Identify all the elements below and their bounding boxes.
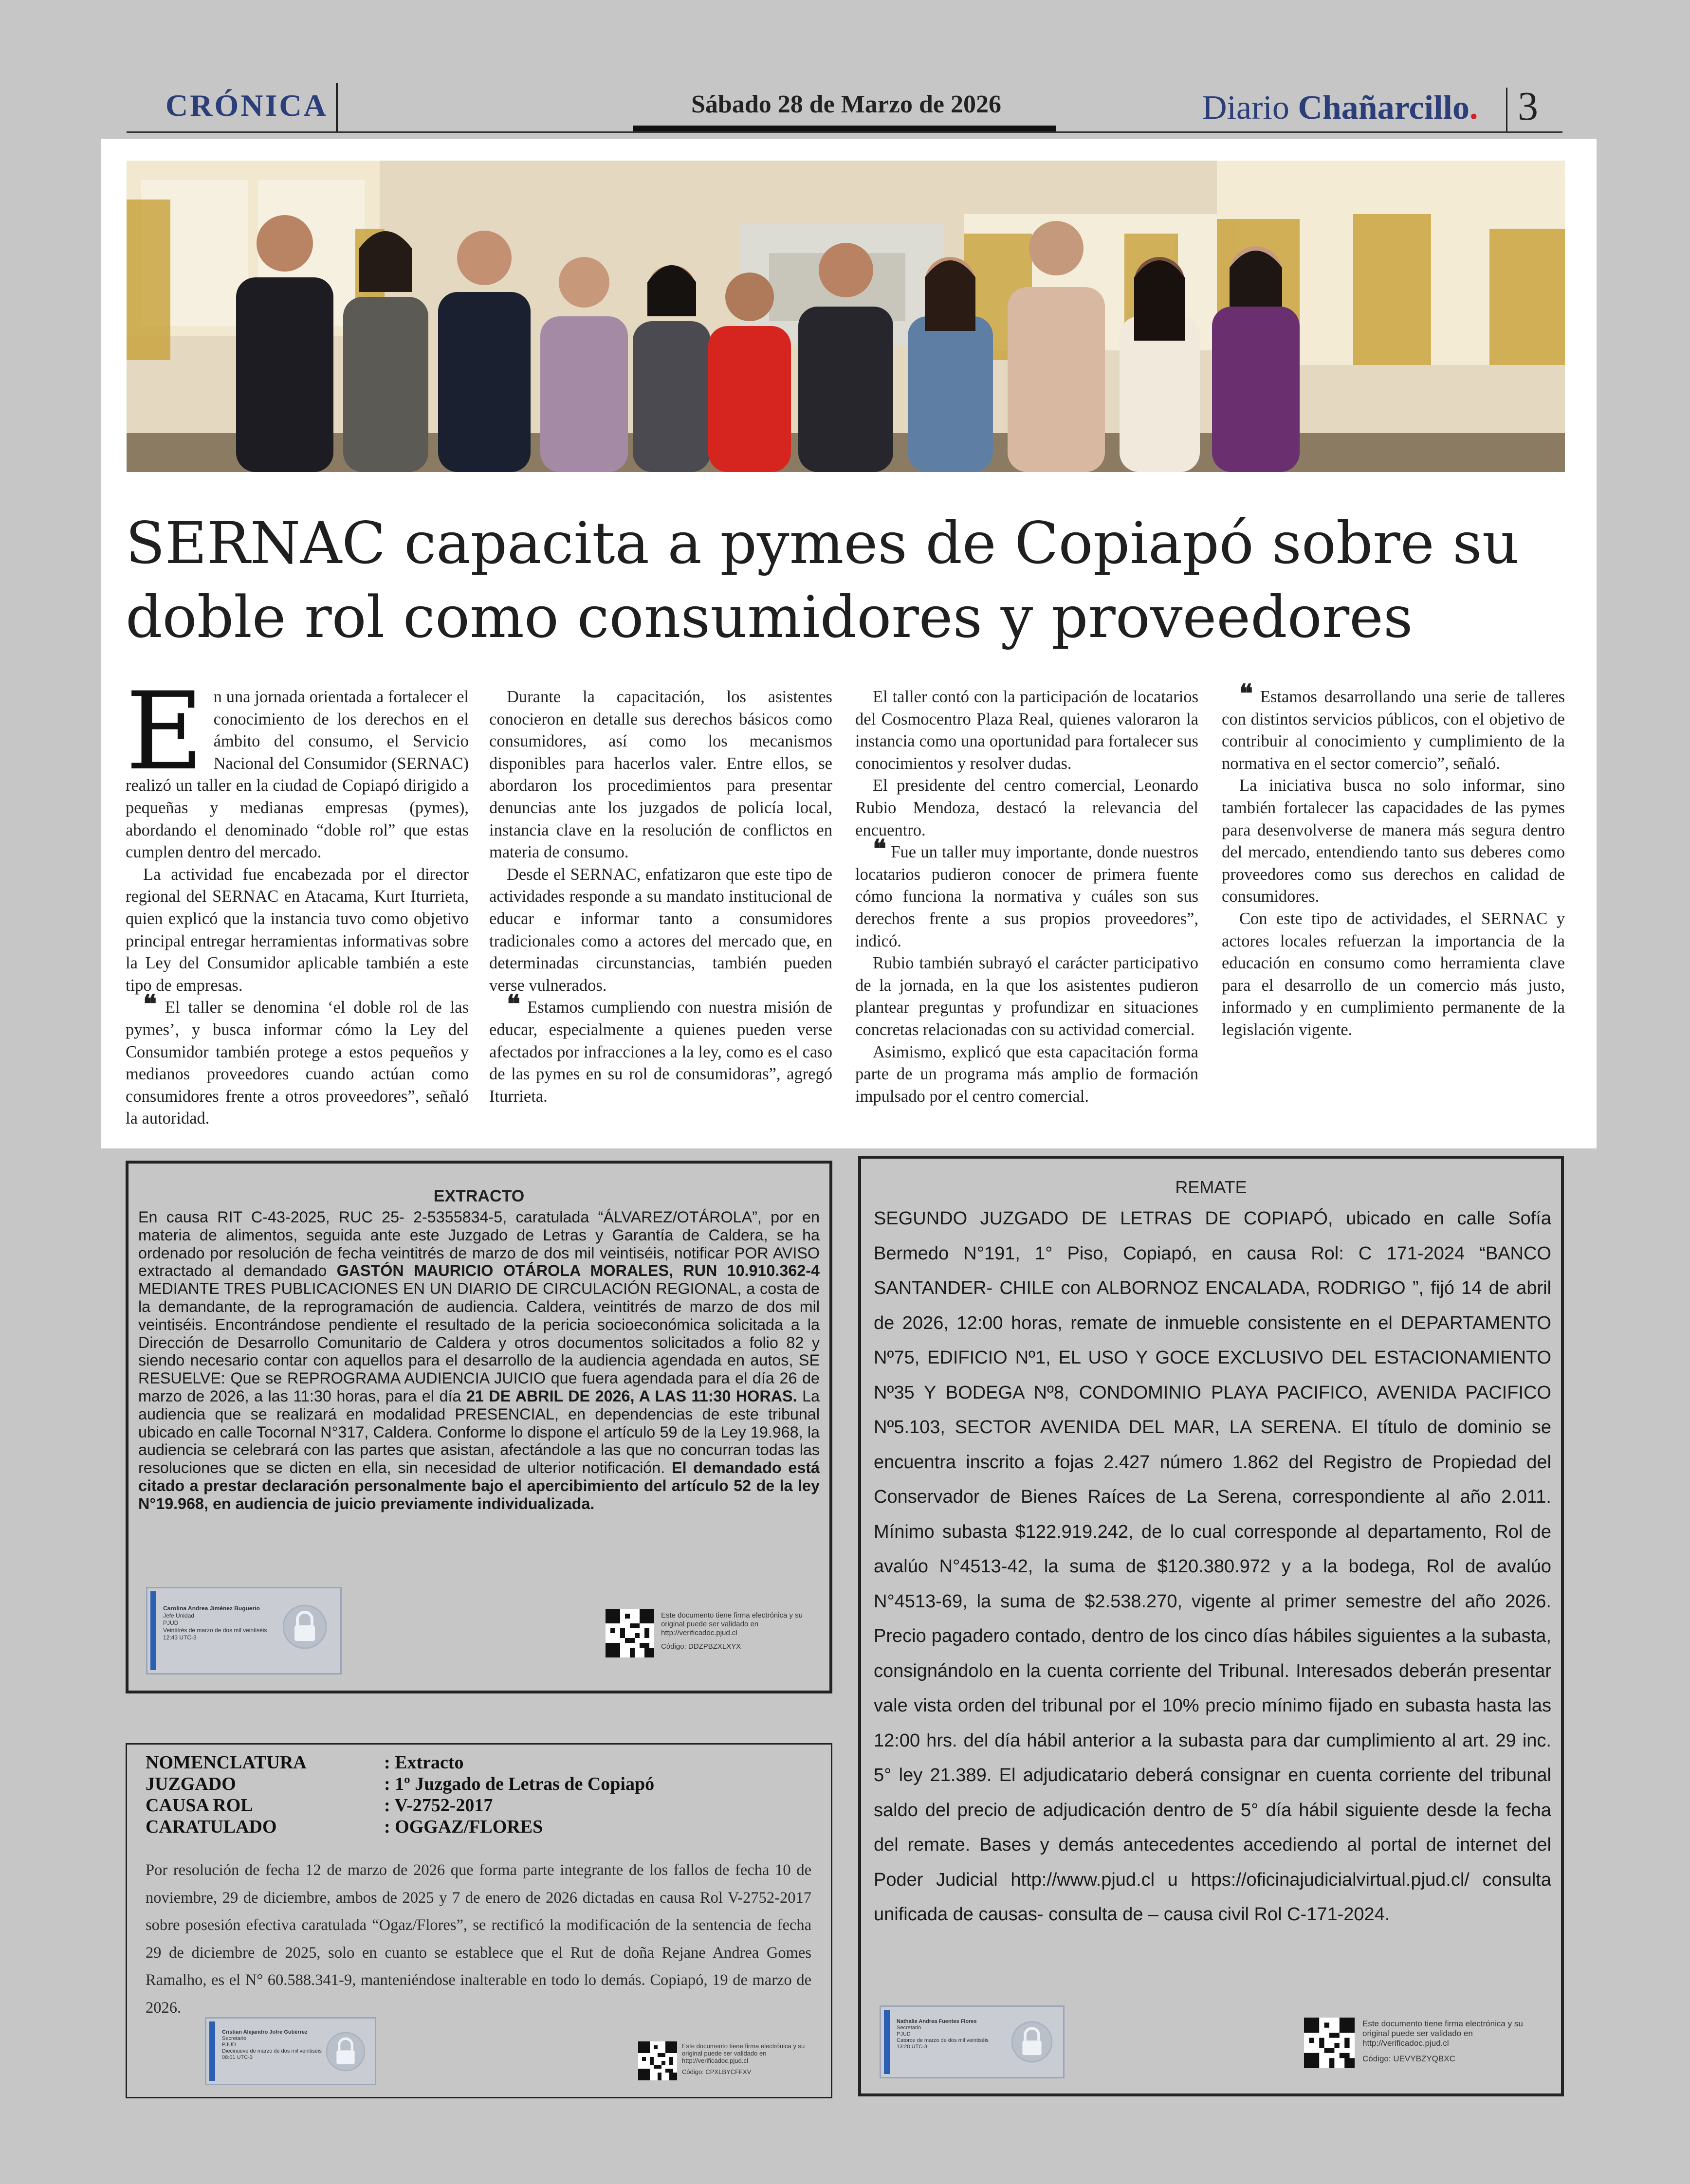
signer-role: Secretario <box>222 2036 247 2041</box>
quote-mark-icon: ❝ <box>507 989 520 1019</box>
qr-code-icon <box>1304 2018 1355 2068</box>
issue-date: Sábado 28 de Marzo de 2026 <box>691 91 1001 118</box>
newspaper-brand <box>1202 89 1478 127</box>
article-paragraph: El taller contó con la participación de locatarios del Cosmocentro Plaza Real, quienes valoraron la instancia como una oportunidad para fortalecer sus conocimientos y resolver dudas. <box>855 688 1198 773</box>
row-value: : Extracto <box>384 1752 464 1773</box>
article-paragraph: Asimismo, explicó que esta capacitación forma parte de un programa más amplio de formación impulsado por el centro comercial. <box>855 1042 1198 1106</box>
qr-code-icon <box>606 1609 654 1657</box>
signer-date: Veintitrés de marzo de dos mil veintiséis <box>163 1627 267 1634</box>
signer-org: PJUD <box>897 2031 911 2037</box>
extracto-text: La audiencia que se realizará en modalidad PRESENCIAL, en dependencias de este tribunal ubicado en calle Tocornal N°317, Caldera. Conforme lo dispone el artículo 59 de la Ley 19.968, la audiencia se celebrará con las partes que asistan, afectándole a las que no concurran todas las resoluciones que se dicten en ella, sin necesidad de ulterior notificación. <box>138 1387 820 1477</box>
qr-validation-text: Este documento tiene firma electrónica y su original puede ser validado en http://verificadoc.pjud.cl <box>661 1611 803 1637</box>
signer-date: Diecinueve de marzo de dos mil veintiséis <box>222 2048 322 2054</box>
brand-dot: . <box>1469 89 1478 127</box>
quote-text: Estamos cumpliendo con nuestra misión de educar, especialmente a quienes pueden verse afectados por infracciones a la ley, como es el caso de las pymes en su rol de consumidoras”, agregó Iturrieta. <box>489 998 832 1106</box>
row-key: NOMENCLATURA <box>146 1752 307 1773</box>
article-column-1 <box>126 669 469 1130</box>
article-column-2 <box>489 686 832 1108</box>
group-photo-illustration <box>127 161 1565 472</box>
row-value: : V-2752-2017 <box>384 1795 493 1816</box>
quote-text: Fue un taller muy importante, donde nuestros locatarios pudieron conocer de primera fuente cómo funciona la normativa y cuáles son sus derechos frente a sus propios proveedores”, indicó. <box>855 843 1198 950</box>
section-title: CRÓNICA <box>165 88 328 123</box>
extracto-title: EXTRACTO <box>433 1187 525 1205</box>
quote-text: Estamos desarrollando una serie de talleres con distintos servicios públicos, con el objetivo de contribuir al conocimiento y cumplimiento de la normativa en el sector comercio”, señaló. <box>1222 688 1565 773</box>
page-number: 3 <box>1518 84 1538 129</box>
qr-validation-code: Código: CPXLBYCFFXV <box>682 2068 752 2075</box>
signer-name: Cristian Alejandro Jofre Gutiérrez <box>222 2029 308 2035</box>
signature-accent-bar <box>150 1591 156 1670</box>
signer-time: 12:43 UTC-3 <box>163 1634 197 1641</box>
article-paragraph: Rubio también subrayó el carácter participativo de la jornada, en la que los asistentes pudieron plantear preguntas y profundizar en situaciones concretas relacionadas con su actividad comercial. <box>855 954 1198 1039</box>
qr-validation-text: Este documento tiene firma electrónica y su original puede ser validado en http://verificadoc.pjud.cl <box>1362 2019 1523 2048</box>
signer-role: Jefe Unidad <box>163 1612 195 1619</box>
date-underline <box>633 126 1056 131</box>
article-paragraph <box>1222 679 1565 775</box>
quote-mark-icon: ❝ <box>1239 679 1253 709</box>
table-row <box>146 1795 654 1816</box>
lock-icon <box>283 1600 327 1654</box>
extracto-notice <box>126 1161 832 1693</box>
signature-block <box>205 2017 376 2085</box>
quote-mark-icon: ❝ <box>873 834 886 864</box>
remate-title: REMATE <box>1175 1177 1247 1197</box>
signer-name: Nathalie Andrea Fuentes Flores <box>897 2019 977 2024</box>
nomenclatura-body: Por resolución de fecha 12 de marzo de 2026 que forma parte integrante de los fallos de fecha 10 de noviembre, 29 de diciembre, ambos de 2025 y 7 de enero de 2026 dictadas en causa Rol V-2752-2017 sobre posesión efectiva caratulada “Ogaz/Flores”, se rectificó la modificación de la sentencia de fecha 29 de diciembre de 2025, solo en cuanto se establece que el Rut de doña Rejane Andrea Gomes Ramalho, es el N° 60.588.341-9, manteniéndose inalterable en todo lo demás. Copiapó, 19 de marzo de 2026. <box>146 1861 811 2017</box>
article-paragraph <box>126 989 469 1130</box>
hearing-date: 21 DE ABRIL DE 2026, A LAS 11:30 HORAS. <box>466 1387 797 1405</box>
article-column-3 <box>855 686 1198 1108</box>
header-divider <box>336 83 338 131</box>
signer-name: Carolina Andrea Jiménez Buguerio <box>163 1605 260 1612</box>
table-row <box>146 1773 654 1795</box>
nomenclatura-table <box>146 1752 654 1838</box>
quote-text: El taller se denomina ‘el doble rol de las pymes’, y busca informar cómo la Ley del Consumidor también protege a estos pequeños y medianos proveedores cuando actúan como consumidores frente a otros proveedores”, señaló la autoridad. <box>126 998 469 1128</box>
signature-text <box>897 2019 989 2050</box>
article-paragraph: Desde el SERNAC, enfatizaron que este tipo de actividades responde a su mandato institucional de educar e informar tanto a consumidores tradicionales como a actores del mercado que, en determinadas circunstancias, también pueden verse vulnerados. <box>489 865 832 995</box>
remate-body: SEGUNDO JUZGADO DE LETRAS DE COPIAPÓ, ubicado en calle Sofía Bermedo N°191, 1° Piso, Copiapó, en causa Rol: C 171-2024 “BANCO SANTANDER- CHILE con ALBORNOZ ENCALADA, RODRIGO ”, fijó 14 de abril de 2026, 12:00 horas, remate de inmueble consistente en el DEPARTAMENTO Nº75, EDIFICIO Nº1, EL USO Y GOCE EXCLUSIVO DEL ESTACIONAMIENTO Nº35 Y BODEGA Nº8, CONDOMINIO PLAYA PACIFICO, AVENIDA PACIFICO Nº5.103, SECTOR AVENIDA DEL MAR, LA SERENA. El título de dominio se encuentra inscrito a fojas 2.427 número 1.862 del Registro de Propiedad del Conservador de Bienes Raíces de La Serena, correspondiente al año 2.011. Mínimo subasta $122.919.242, de lo cual corresponde al departamento, Rol de avalúo N°4513-42, la suma de $120.380.972 y a la bodega, Rol de avalúo N°4513-69, la suma de $2.538.270, vigente al primer semestre del año 2026. Precio pagadero contado, dentro de los cinco días hábiles siguientes a la subasta, consignándolo en la cuenta corriente del Tribunal. Interesados deberán presentar vale vista orden del tribunal por el 10% precio mínimo fijado en subasta hasta las 12:00 hrs. del día hábil anterior a la subasta para dar cumplimiento al art. 29 inc. 5° ley 21.389. El adjudicatario deberá consignar en cuenta corriente del tribunal saldo del precio de adjudicación dentro de 5° día hábil siguiente desde la fecha del remate. Bases y demás antecedentes accediendo al portal de internet del Poder Judicial http://www.pjud.cl u https://oficinajudicialvirtual.pjud.cl/ consulta unificada de causas- consulta de – causa civil Rol C-171-2024. <box>874 1208 1551 1925</box>
article-paragraph: La actividad fue encabezada por el director regional del SERNAC en Atacama, Kurt Iturrieta, quien explicó que la instancia tuvo como objetivo principal entregar herramientas informativas sobre la Ley del Consumidor aplicable también a este tipo de empresas. <box>126 865 469 995</box>
signer-time: 08:01 UTC-3 <box>222 2055 253 2060</box>
brand-name: Chañarcillo <box>1298 89 1470 127</box>
qr-validation-code: Código: UEVYBZYQBXC <box>1362 2054 1455 2063</box>
qr-note <box>682 2042 818 2075</box>
defendant-name: GASTÓN MAURICIO OTÁROLA MORALES, RUN 10.910.362-4 <box>336 1262 820 1280</box>
signer-date: Catorce de marzo de dos mil veintiséis <box>897 2038 989 2043</box>
signature-text <box>163 1605 267 1641</box>
article-paragraph: Durante la capacitación, los asistentes conocieron en detalle sus derechos básicos como consumidores, así como los mecanismos disponibles para hacerlos valer. Entre ellos, se abordaron los procedimientos para presentar denuncias ante los juzgados de policía local, instancia clave en la resolución de conflictos en materia de consumo. <box>489 688 832 862</box>
article-paragraph: Con este tipo de actividades, el SERNAC y actores locales refuerzan la importancia de la educación en consumo como herramienta clave para el desarrollo de un comercio más justo, informado y en cumplimiento permanente de la legislación vigente. <box>1222 909 1565 1039</box>
signature-accent-bar <box>884 2010 890 2074</box>
extracto-body <box>138 1208 820 1513</box>
quote-mark-icon: ❝ <box>143 989 157 1019</box>
row-key: CARATULADO <box>146 1817 277 1837</box>
extracto-citation: El demandado está citado a prestar declaración personalmente bajo el apercibimiento del artículo 52 de la ley N°19.968, en audiencia de juicio previamente individualizada. <box>138 1459 820 1512</box>
signature-accent-bar <box>209 2021 215 2081</box>
article-paragraph <box>489 989 832 1108</box>
row-value: : 1º Juzgado de Letras de Copiapó <box>384 1774 655 1794</box>
remate-notice <box>858 1156 1564 2096</box>
signature-text <box>222 2029 322 2061</box>
article-paragraph: El presidente del centro comercial, Leonardo Rubio Mendoza, destacó la relevancia del encuentro. <box>855 776 1198 839</box>
signer-role: Secretario <box>897 2025 921 2031</box>
signer-org: PJUD <box>163 1620 179 1626</box>
row-value: : OGGAZ/FLORES <box>384 1817 543 1837</box>
page-number-divider <box>1506 88 1507 131</box>
brand-prefix: Diario <box>1202 89 1289 127</box>
article-paragraph <box>126 669 469 864</box>
lock-icon <box>1011 2017 1052 2067</box>
row-key: CAUSA ROL <box>146 1795 253 1816</box>
group-photo <box>127 161 1565 472</box>
signer-org: PJUD <box>222 2042 236 2048</box>
lock-icon <box>326 2027 365 2076</box>
row-key: JUZGADO <box>146 1774 236 1794</box>
article-paragraph <box>855 834 1198 952</box>
drop-cap: E <box>126 669 204 794</box>
table-row <box>146 1752 654 1773</box>
extracto-text: MEDIANTE TRES PUBLICACIONES EN UN DIARIO DE CIRCULACIÓN REGIONAL, a costa de la demandante, de la reprogramación de audiencia. Caldera, veintitrés de marzo de dos mil veintiséis. Encontrándose pendiente el resultado de la pericia socioeconómica solicitada a la Dirección de Desarrollo Comunitario de Caldera y otros documentos solicitados a folio 82 y siendo necesario contar con aquellos para el desarrollo de la audiencia agendada en autos, SE RESUELVE: Que se REPROGRAMA AUDIENCIA JUICIO que fuera agendada para el día 26 de marzo de 2026, a las 11:30 horas, para el día <box>138 1280 820 1405</box>
extracto-text: En causa RIT C-43-2025, RUC 25- 2-5355834-5, caratulada “ÁLVAREZ/OTÁROLA”, por en materia de alimentos, seguida ante este Juzgado de Letras y Garantía de Caldera, se ha ordenado por resolución de fecha veintitrés de marzo de dos mil veintiséis, notificar POR AVISO extractado al demandado <box>138 1208 820 1280</box>
signature-block <box>880 2005 1065 2078</box>
qr-validation-code: Código: DDZPBZXLXYX <box>661 1642 741 1651</box>
article-column-4 <box>1222 679 1565 1041</box>
qr-validation-text: Este documento tiene firma electrónica y su original puede ser validado en http://verificadoc.pjud.cl <box>682 2042 805 2064</box>
qr-note <box>1362 2019 1547 2064</box>
header-rule <box>127 131 1562 133</box>
paragraph-text: n una jornada orientada a fortalecer el conocimiento de los derechos en el ámbito del consumo, el Servicio Nacional del Consumidor (SERNAC) realizó un taller en la ciudad de Copiapó dirigido a pequeñas y medianas empresas (pymes), abordando el denominado “doble rol” que estas cumplen dentro del mercado. <box>126 688 469 862</box>
article-headline: SERNAC capacita a pymes de Copiapó sobre su doble rol como consumidores y proveedores <box>126 510 1519 651</box>
signer-time: 13:28 UTC-3 <box>897 2044 927 2050</box>
qr-code-icon <box>638 2041 677 2080</box>
qr-note <box>661 1611 827 1651</box>
signature-block <box>146 1587 342 1674</box>
nomenclatura-notice <box>126 1743 832 2098</box>
article-paragraph: La iniciativa busca no solo informar, sino también fortalecer las capacidades de las pymes para desenvolverse de manera más segura dentro del mercado, entendiendo tanto sus deberes como proveedores como sus derechos en calidad de consumidores. <box>1222 776 1565 906</box>
table-row <box>146 1816 654 1838</box>
